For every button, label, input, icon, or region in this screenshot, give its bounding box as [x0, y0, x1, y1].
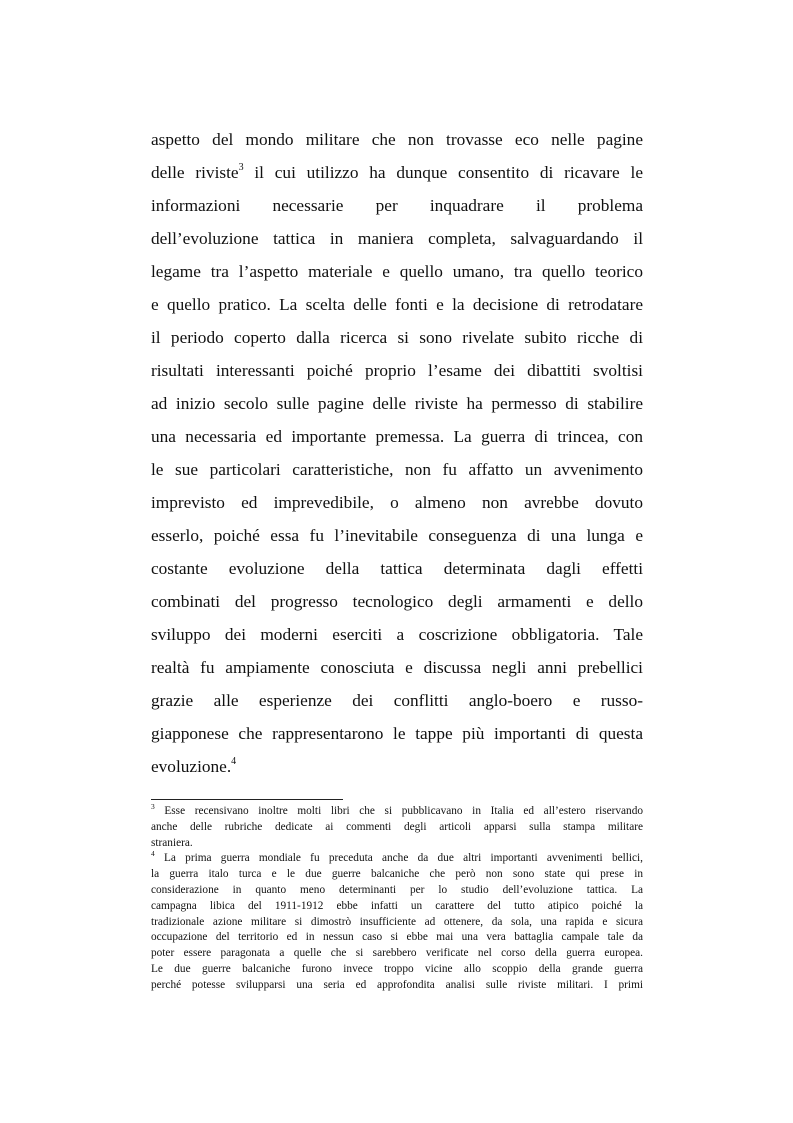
- text-line: evoluzione.$^4$: [151, 756, 237, 776]
- footnote-4-line: Le due guerre balcaniche furono invece troppo vicine allo scoppio della grande guerra: [151, 962, 643, 975]
- footnote-4-line: poter essere paragonata a quelle che si sarebbero verificate nel corso della guerra europea.: [151, 947, 643, 960]
- footnote-4-line: campagna libica del 1911-1912 ebbe infatti un carattere del tutto atipico poiché la: [151, 899, 643, 912]
- footnote-ref-3[interactable]: 3: [238, 162, 244, 174]
- text-line: e quello pratico. La scelta delle fonti e la decisione di retrodatare: [151, 295, 643, 314]
- text-line: aspetto del mondo militare che non trovasse eco nelle pagine: [151, 130, 643, 149]
- footnote-4-number: 4: [151, 849, 155, 859]
- footnote-4-line: tradizionale azione militare si dimostrò insufficiente ad ottenere, da sola, una rapida e sicura: [151, 915, 643, 928]
- text-line: costante evoluzione della tattica determinata dagli effetti: [151, 559, 643, 578]
- text-line: risultati interessanti poiché proprio l’esame dei dibattiti svoltisi: [151, 361, 643, 380]
- text-line: grazie alle esperienze dei conflitti anglo-boero e russo-: [151, 691, 643, 710]
- text-line: giapponese che rappresentarono le tappe più importanti di questa: [151, 724, 643, 743]
- text-line: una necessaria ed importante premessa. La guerra di trincea, con: [151, 427, 643, 446]
- footnote-ref-4[interactable]: 4: [231, 756, 237, 768]
- footnote-4-line: considerazione in quanto meno determinanti per lo studio dell’evoluzione tattica. La: [151, 883, 643, 896]
- text-line: ad inizio secolo sulle pagine delle riviste ha permesso di stabilire: [151, 394, 643, 413]
- footnote-3-line: straniera.: [151, 836, 193, 849]
- text-line: legame tra l’aspetto materiale e quello umano, tra quello teorico: [151, 262, 643, 281]
- footnote-4-line: $^4$ La prima guerra mondiale fu preceduta anche da due altri importanti avvenimenti bellici,: [151, 849, 643, 865]
- footnote-separator: [151, 799, 343, 800]
- footnote-3-line: $^3$ Esse recensivano inoltre molti libri che si pubblicavano in Italia ed all’estero riservando: [151, 802, 643, 817]
- body-text: [151, 123, 643, 783]
- footnote-4-line: la guerra italo turca e le due guerre balcaniche che però non sono state qui prese in: [151, 868, 643, 881]
- text-line: sviluppo dei moderni eserciti a coscrizione obbligatoria. Tale: [151, 625, 643, 644]
- footnote-3-line: anche delle rubriche dedicate ai commenti degli articoli apparsi sulla stampa militare: [151, 820, 643, 833]
- text-line: le sue particolari caratteristiche, non fu affatto un avvenimento: [151, 460, 643, 479]
- text-line: esserlo, poiché essa fu l’inevitabile conseguenza di una lunga e: [151, 526, 643, 545]
- footnote-4-line: occupazione del territorio ed in nessun caso si ebbe mai una vera battaglia campale tale da: [151, 931, 643, 944]
- text-line: combinati del progresso tecnologico degli armamenti e dello: [151, 592, 643, 611]
- text-line: delle riviste$^3$ il cui utilizzo ha dunque consentito di ricavare le: [151, 162, 643, 182]
- text-line: dell’evoluzione tattica in maniera completa, salvaguardando il: [151, 229, 643, 248]
- footnote-3-number: 3: [151, 802, 155, 812]
- text-line: il periodo coperto dalla ricerca si sono rivelate subito ricche di: [151, 328, 643, 347]
- text-line: realtà fu ampiamente conosciuta e discussa negli anni prebellici: [151, 658, 643, 677]
- footnote-4-line: perché potesse svilupparsi una seria ed approfondita analisi sulle riviste militari. I primi: [151, 978, 643, 991]
- text-line: imprevisto ed imprevedibile, o almeno non avrebbe dovuto: [151, 493, 643, 512]
- text-line: informazioni necessarie per inquadrare il problema: [151, 196, 643, 215]
- footnotes: [151, 804, 643, 994]
